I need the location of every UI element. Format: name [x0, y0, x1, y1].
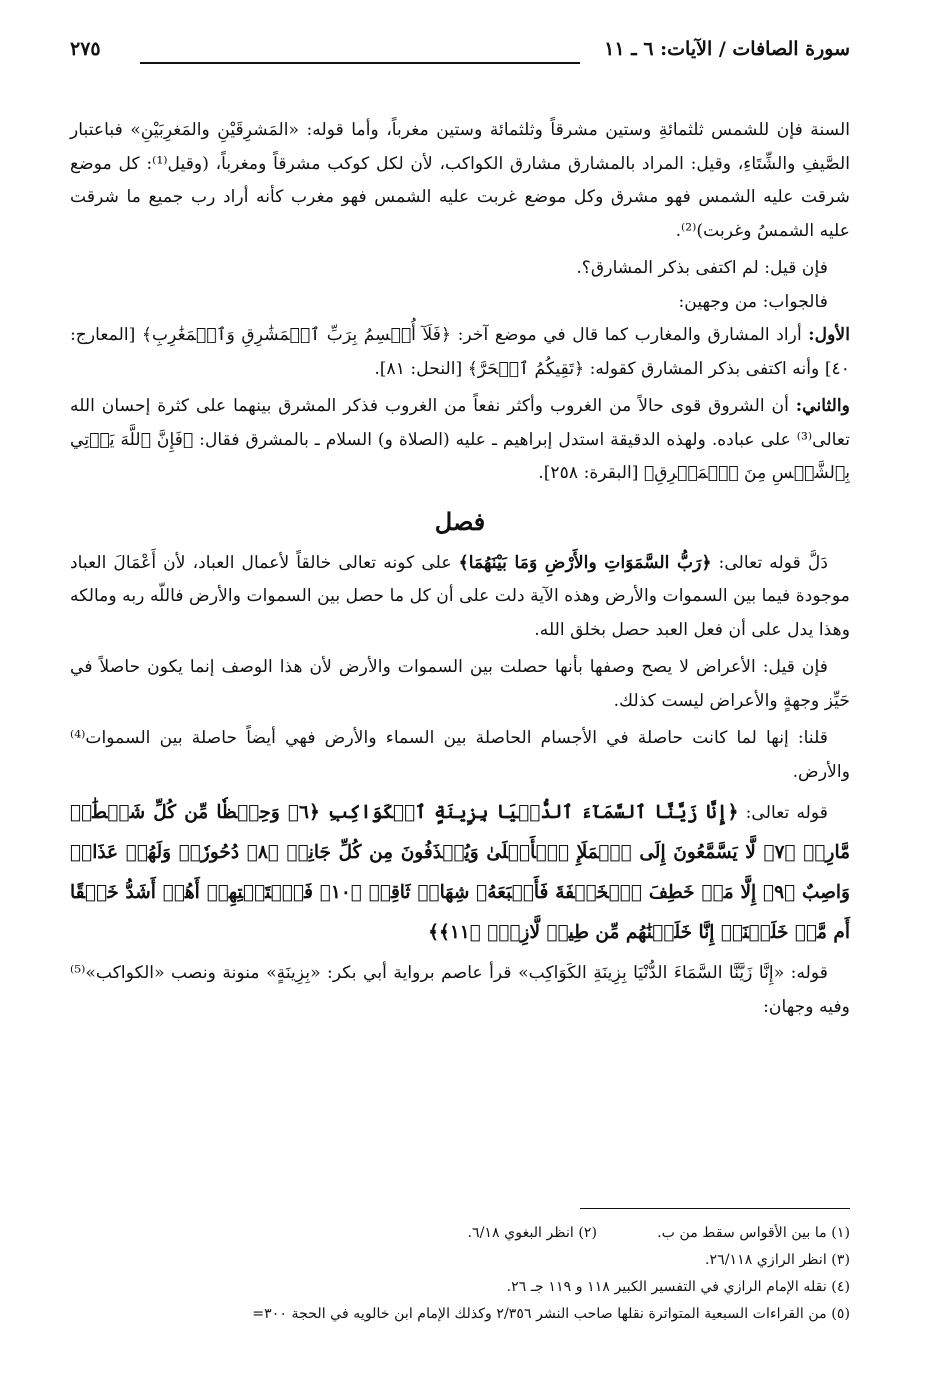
point-one-label: الأول:	[808, 325, 851, 345]
footnote-3: (٣) انظر الرازي ٢٦/١١٨.	[705, 1252, 850, 1268]
verse-block	[70, 793, 850, 953]
header-rule	[140, 62, 580, 64]
footnote-1: (١) ما بين الأقواس سقط من ب.	[657, 1225, 850, 1241]
paragraph-4	[70, 319, 850, 386]
page	[70, 32, 850, 72]
footnote-5: (٥) من القراءات السبعية المتواترة نقلها صاحب النشر ٢/٣٥٦ وكذلك الإمام ابن خالويه في الحجة ٣٠٠=	[252, 1306, 850, 1322]
section-heading: فصل	[434, 506, 486, 536]
paragraph-6-pre: دَلَّ قوله تعالى:	[711, 552, 828, 573]
paragraph-3: فالجواب: من وجهين:	[678, 291, 828, 312]
footnote-4: (٤) نقله الإمام الرازي في التفسير الكبير ١١٨ و ١١٩ جـ ٢٦.	[506, 1279, 850, 1295]
footnote-2: (٢) انظر البغوي ٦/١٨.	[467, 1225, 598, 1241]
footnote-row-1	[70, 1220, 850, 1247]
verse-intro: قوله تعالى:	[738, 803, 829, 823]
paragraph-6	[70, 547, 850, 648]
footnote-rule	[580, 1208, 850, 1209]
paragraph-1: السنة فإن للشمس ثلثمائةِ وستين مشرقاً وثلثمائة وستين مغرباً، وأما قوله: «المَشرِقَيْنِ والمَغرِبَيْنِ» فباعتبار الصَّيفِ والشِّتَاءِ، وقيل: المراد بالمشارق مشارق الكواكب، لأن لكل كوكب مشرقاً ومغرباً، (وقيل⁽¹⁾: كل موضع شرقت عليه الشمس فهو مشرق وكل موضع غربت عليه الشمس فهو مغرب كأنه أراد رب جميع ما شرقت عليه الشمسُ وغربت)⁽²⁾.	[70, 120, 850, 241]
paragraph-5-text: أن الشروق قوى حالاً من الغروب وأكثر نفعاً من الغروب فذكر المشرق بينهما على كثرة إحسان الله تعالى⁽³⁾ على عباده. ولهذه الدقيقة استدل إبراهيم ـ عليه (الصلاة و) السلام ـ بالمشرق فقال: ﴿فَإِنَّ ٱللَّهَ يَأۡتِي بِٱلشَّمۡسِ مِنَ ٱلۡمَشۡرِقِ﴾ [البقرة: ٢٥٨].	[70, 396, 850, 483]
quran-quote: ﴿رَبُّ السَّمَوَاتِ والأَرْضِ وَمَا بَيْنَهُمَا﴾	[458, 552, 712, 573]
paragraph-8: قلنا: إنها لما كانت حاصلة في الأجسام الحاصلة بين السماء والأرض فهي أيضاً حاصلة بين السموات⁽⁴⁾ والأرض.	[70, 728, 850, 782]
main-text	[70, 114, 850, 1024]
paragraph-4-text: أراد المشارق والمغارب كما قال في موضع آخر: ﴿فَلَآ أُقۡسِمُ بِرَبِّ ٱلۡمَشَٰرِقِ وَٱلۡمَغَٰرِبِ﴾ [المعارج: ٤٠] وأنه اكتفى بذكر المشارق كقوله: ﴿تَقِيكُمُ ٱلۡحَرَّ﴾ [النحل: ٨١].	[70, 325, 850, 379]
running-header	[70, 32, 850, 72]
header-title: سورة الصافات / الآيات: ٦ ـ ١١	[604, 38, 850, 60]
point-two-label: والثاني:	[795, 396, 850, 416]
paragraph-5	[70, 390, 850, 491]
verse-text: ﴿إِنَّا زَيَّنَّا ٱلسَّمَآءَ ٱلدُّنۡيَا بِزِينَةٍ ٱلۡكَوَاكِبِ ﴿٦﴾ وَحِفۡظٗا مِّن كُلِّ شَيۡطَٰنٖ مَّارِدٖ ﴿٧﴾ لَّا يَسَّمَّعُونَ إِلَى ٱلۡمَلَإِ ٱلۡأَعۡلَىٰ وَيُقۡذَفُونَ مِن كُلِّ جَانِبٖ ﴿٨﴾ دُحُورٗاۖ وَلَهُمۡ عَذَابٞ وَاصِبٌ ﴿٩﴾ إِلَّا مَنۡ خَطِفَ ٱلۡخَطۡفَةَ فَأَتۡبَعَهُۥ شِهَابٞ ثَاقِبٞ ﴿١٠﴾ فَٱسۡتَفۡتِهِمۡ أَهُمۡ أَشَدُّ خَلۡقًا أَم مَّنۡ خَلَقۡنَآۚ إِنَّا خَلَقۡنَٰهُم مِّن طِينٖ لَّازِبِۭ ﴿١١﴾﴾	[70, 802, 850, 943]
paragraph-6-post: على كونه تعالى خالقاً لأعمال العباد، لأن أَعْمَالَ العباد موجودة فيما بين السموات والأرض وهذه الآية دلت على أن كل ما حصل بين السموات والأرض فاللّه ربه ومالكه وهذا يدل على أن فعل العبد حصل بخلق الله.	[70, 552, 850, 640]
paragraph-10: قوله: «إِنَّا زَيَّنَّا السَّمَاءَ الدُّنْيَا بِزِينَةِ الكَوَاكِب» قرأ عاصم برواية أبي بكر: «بِزِينَةٍ» منونة ونصب «الكواكب»⁽⁵⁾ وفيه وجهان:	[70, 963, 850, 1017]
paragraph-7: فإن قيل: الأعراض لا يصح وصفها بأنها حصلت بين السموات والأرض لأن هذا الوصف إنما يكون حاصلاً في حَيِّز وجهةٍ والأعراض ليست كذلك.	[70, 657, 850, 711]
page-number: ٢٧٥	[70, 38, 101, 60]
paragraph-2: فإن قيل: لم اكتفى بذكر المشارق؟.	[576, 258, 828, 278]
footnotes	[70, 1220, 850, 1328]
